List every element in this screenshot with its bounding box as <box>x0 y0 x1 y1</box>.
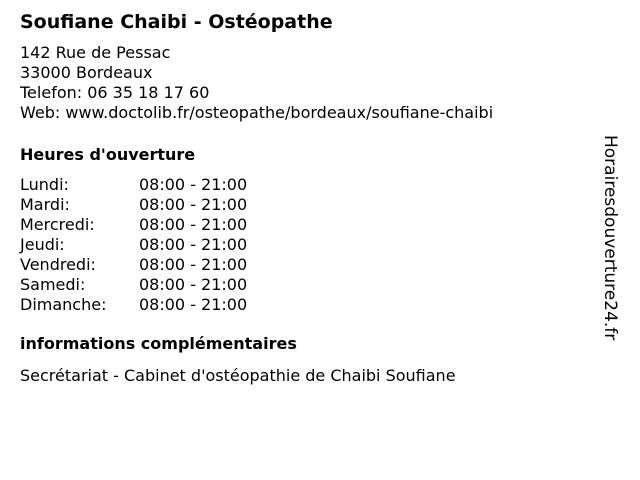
day-label: Lundi: <box>20 175 69 194</box>
phone-line: Telefon: 06 35 18 17 60 <box>20 83 210 102</box>
day-label: Jeudi: <box>20 235 65 254</box>
hours-row-tuesday <box>20 195 600 215</box>
time-range: 08:00 - 21:00 <box>139 235 248 254</box>
business-details <box>20 10 600 386</box>
time-range: 08:00 - 21:00 <box>139 275 248 294</box>
hours-row-wednesday <box>20 215 600 235</box>
time-range: 08:00 - 21:00 <box>139 295 248 314</box>
hours-row-thursday <box>20 235 600 255</box>
hours-row-sunday <box>20 295 600 315</box>
time-range: 08:00 - 21:00 <box>139 195 248 214</box>
site-watermark: Horairesdouverture24.fr <box>600 135 620 341</box>
day-label: Mercredi: <box>20 215 95 234</box>
address-block <box>20 43 600 123</box>
city-postal: 33000 Bordeaux <box>20 63 153 82</box>
info-text: Secrétariat - Cabinet d'ostéopathie de Chaibi Soufiane <box>20 366 456 385</box>
business-title: Soufiane Chaibi - Ostéopathe <box>20 11 333 33</box>
info-heading: informations complémentaires <box>20 334 297 353</box>
time-range: 08:00 - 21:00 <box>139 215 248 234</box>
hours-row-friday <box>20 255 600 275</box>
day-label: Samedi: <box>20 275 86 294</box>
hours-row-monday <box>20 175 600 195</box>
time-range: 08:00 - 21:00 <box>139 175 248 194</box>
hours-heading: Heures d'ouverture <box>20 145 196 164</box>
hours-row-saturday <box>20 275 600 295</box>
hours-table <box>20 175 600 315</box>
day-label: Dimanche: <box>20 295 107 314</box>
day-label: Vendredi: <box>20 255 96 274</box>
website-line: Web: www.doctolib.fr/osteopathe/bordeaux/soufiane-chaibi <box>20 103 494 122</box>
time-range: 08:00 - 21:00 <box>139 255 248 274</box>
day-label: Mardi: <box>20 195 70 214</box>
street-address: 142 Rue de Pessac <box>20 43 171 62</box>
